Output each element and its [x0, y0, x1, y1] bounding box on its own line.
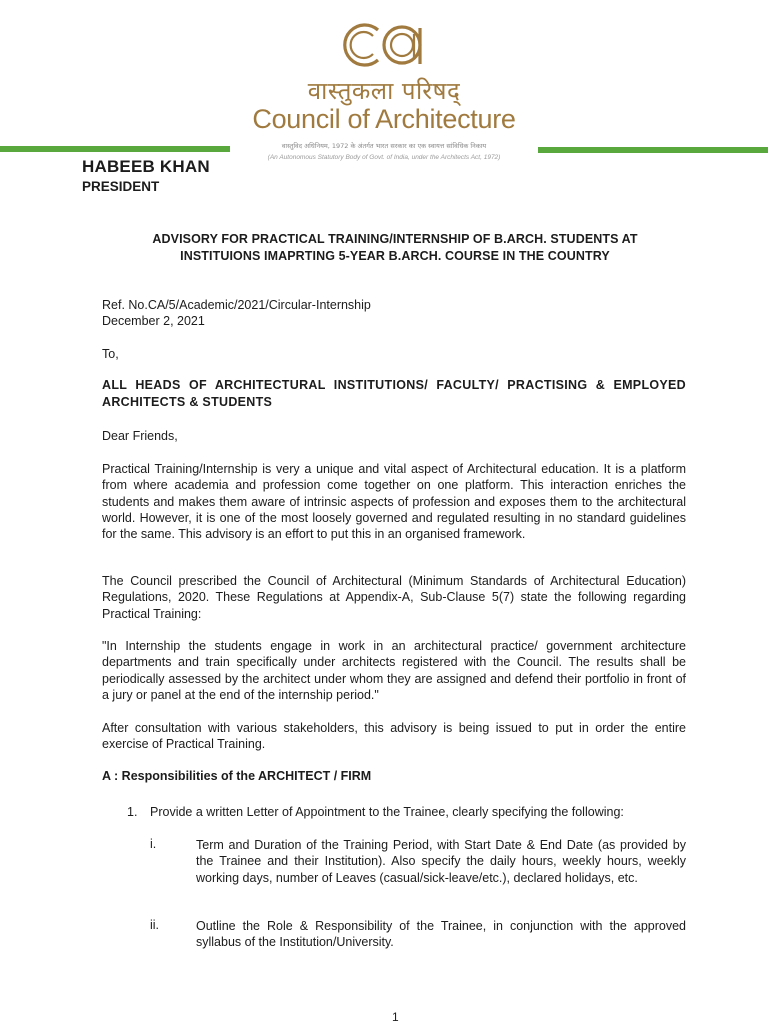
paragraph-regulations: The Council prescribed the Council of Architectural (Minimum Standards of Architectural Education) Regulations, 2020. These Regulations at Appendix-A, Sub-Clause 5(7) state the following regarding Practical Training:: [102, 574, 686, 621]
document-title-line1: ADVISORY FOR PRACTICAL TRAINING/INTERNSHIP OF B.ARCH. STUDENTS AT: [152, 232, 638, 246]
document-title-line2: INSTITUIONS IMAPRTING 5-YEAR B.ARCH. COURSE IN THE COUNTRY: [180, 249, 610, 263]
paragraph-intro: Practical Training/Internship is very a unique and vital aspect of Architectural education. It is a platform from where academia and profession come together on one platform. This interaction enriches the students and makes them aware of intrinsic aspects of profession and exposes them to the architectural world. However, it is one of the most loosely governed and regulated resulting in no standard guidelines for the same. This advisory is an effort to put this in an organised framework.: [102, 462, 686, 542]
paragraph-consultation: After consultation with various stakeholders, this advisory is being issued to put in order the entire exercise of Practical Training.: [102, 721, 686, 752]
reference-block: [102, 297, 371, 329]
sub-item-text: Outline the Role & Responsibility of the Trainee, in conjunction with the approved syllabus of the Institution/University.: [196, 919, 686, 950]
council-subtitle-english: (An Autonomous Statutory Body of Govt. of India, under the Architects Act, 1972): [267, 154, 501, 161]
sub-item-number: i.: [150, 837, 157, 851]
to-label: To,: [102, 347, 119, 361]
document-date: December 2, 2021: [102, 314, 205, 328]
document-title: [100, 231, 690, 265]
salutation: Dear Friends,: [102, 429, 178, 443]
letterhead-divider-left: [0, 146, 230, 152]
president-title: PRESIDENT: [82, 179, 160, 194]
council-name-hindi: वास्तुकला परिषद्: [307, 77, 461, 105]
list-item-number: 1.: [127, 805, 138, 819]
list-item-text: Provide a written Letter of Appointment to the Trainee, clearly specifying the following:: [150, 805, 624, 819]
council-name-english: Council of Architecture: [252, 104, 516, 134]
addressee: ALL HEADS OF ARCHITECTURAL INSTITUTIONS/ FACULTY/ PRACTISING & EMPLOYED ARCHITECTS & STUDENTS: [102, 378, 686, 409]
sub-item-text: Term and Duration of the Training Period, with Start Date & End Date (as provided by the Trainee and their Institution). Also specify the daily hours, weekly hours, weekly working days, number of Leaves (casual/sick-leave/etc.), declared holidays, etc.: [196, 838, 686, 885]
page-number: 1: [392, 1010, 399, 1024]
section-heading: A : Responsibilities of the ARCHITECT / FIRM: [102, 769, 372, 783]
letterhead-divider-right: [538, 147, 768, 153]
paragraph-quote: "In Internship the students engage in work in an architectural practice/ government architecture departments and train specifically under architects registered with the Council. The results shall be periodically assessed by the architect under whom they are assigned and defend their portfolio in front of a jury or panel at the end of the internship period.": [102, 639, 686, 702]
reference-number: Ref. No.CA/5/Academic/2021/Circular-Internship: [102, 298, 371, 312]
council-logo-icon: [338, 20, 430, 70]
sub-item-number: ii.: [150, 918, 160, 932]
president-name: HABEEB KHAN: [82, 157, 210, 176]
council-subtitle-hindi: वास्तुविद अधिनियम, 1972 के अंतर्गत भारत सरकार का एक स्वायत्त सांविधिक निकाय: [281, 142, 487, 150]
